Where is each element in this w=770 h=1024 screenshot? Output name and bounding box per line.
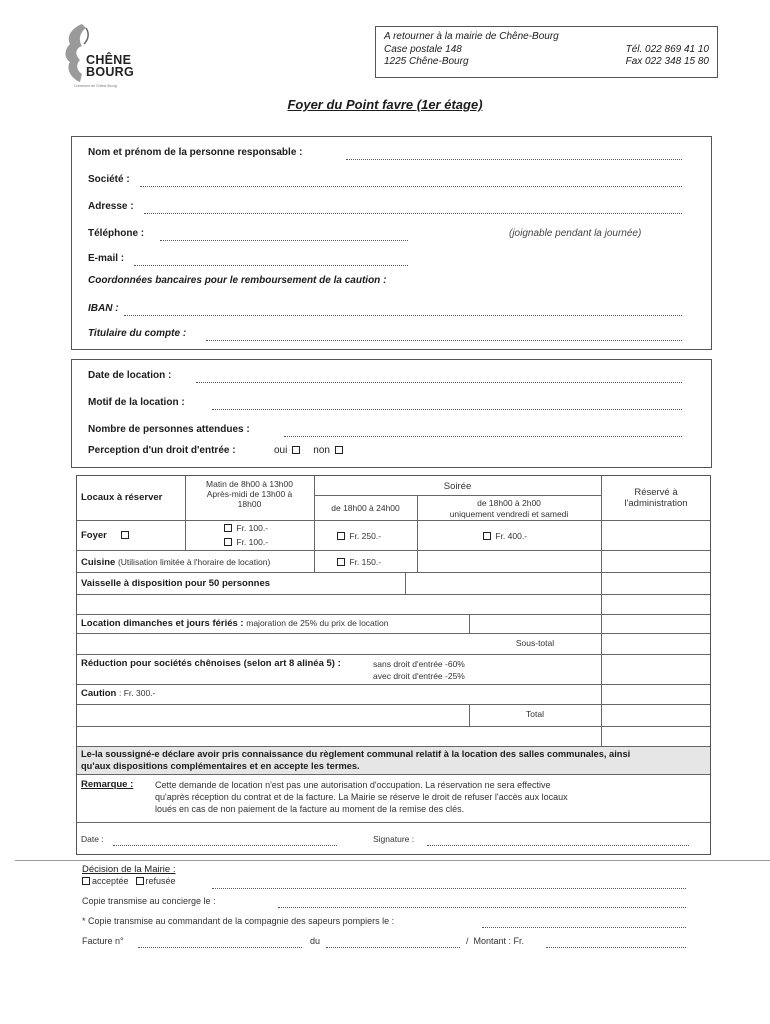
decision-field[interactable] (212, 888, 686, 889)
pricing-table (76, 475, 711, 855)
row-divider (77, 550, 710, 551)
col-divider (405, 572, 406, 594)
refused-checkbox[interactable] (136, 877, 144, 885)
firefighters-copy-label: * Copie transmise au commandant de la compagnie des sapeurs pompiers le : (82, 916, 395, 926)
address-field[interactable] (144, 213, 682, 214)
matin-option: Fr. 100.- (222, 523, 268, 533)
concierge-copy-label: Copie transmise au concierge le : (82, 896, 216, 906)
postal-city: 1225 Chêne-Bourg (384, 56, 469, 67)
admin-separator (15, 860, 770, 861)
row-divider (77, 726, 710, 727)
entry-fee-label: Perception d'un droit d'entrée : (88, 445, 236, 456)
bank-details-heading: Coordonnées bancaires pour le remboursement de la caution : (88, 275, 387, 286)
firefighters-copy-field[interactable] (482, 927, 686, 928)
non-checkbox[interactable] (335, 446, 343, 454)
oui-checkbox[interactable] (292, 446, 300, 454)
soir-2h-checkbox[interactable] (483, 532, 491, 540)
col-header-soir-24h: de 18h00 à 24h00 (331, 503, 400, 513)
declaration-text: Le-la soussigné-e déclare avoir pris connaissance du règlement communal relatif à la location des salles communales, ainsi qu'aux dispositions complémentaires et en accepte les termes. (81, 749, 631, 771)
return-address-box (375, 26, 718, 78)
chene-bourg-logo (60, 22, 146, 92)
row-divider (77, 822, 710, 823)
row-divider (77, 654, 710, 655)
row-divider (77, 704, 710, 705)
iban-label: IBAN : (88, 303, 119, 314)
row-divider (77, 746, 710, 747)
decision-title: Décision de la Mairie : (82, 864, 176, 875)
invoice-amount-field[interactable] (546, 947, 686, 948)
rental-purpose-label: Motif de la location : (88, 397, 185, 408)
apresmidi-checkbox[interactable] (224, 538, 232, 546)
vaisselle-label: Vaisselle à disposition pour 50 personnes (81, 578, 271, 589)
return-line: A retourner à la mairie de Chêne-Bourg (384, 31, 559, 42)
date-field[interactable] (113, 845, 337, 846)
telephone-field[interactable] (160, 240, 408, 241)
cuisine-row: Cuisine (Utilisation limitée à l'horaire de location) (81, 557, 271, 568)
header-divider (314, 495, 601, 496)
rental-date-field[interactable] (196, 382, 682, 383)
company-label: Société : (88, 174, 130, 185)
row-divider (77, 684, 710, 685)
total-label: Total (526, 709, 544, 719)
signature-label: Signature : (373, 834, 415, 844)
date-label: Date : (81, 834, 104, 844)
foyer-label: Foyer (81, 530, 107, 541)
rental-purpose-field[interactable] (212, 409, 682, 410)
row-divider (77, 774, 710, 775)
deposit-row: Caution : Fr. 300.- (81, 688, 156, 699)
logo-subtitle: Commune de Chêne-Bourg (74, 84, 117, 88)
decision-options: acceptée refusée (80, 876, 176, 886)
rental-date-label: Date de location : (88, 370, 172, 381)
col-divider (601, 476, 602, 746)
row-divider (77, 633, 710, 634)
invoice-date-label: du (310, 936, 321, 946)
soir-2h-option: Fr. 400.- (481, 531, 527, 541)
col-header-soiree: Soirée (443, 481, 472, 492)
invoice-number-field[interactable] (138, 947, 302, 948)
signature-field[interactable] (427, 845, 689, 846)
col-header-matin: Matin de 8h00 à 13h00 Après-midi de 13h00 à 18h00 (206, 479, 293, 509)
col-divider (469, 614, 470, 633)
row-divider (77, 594, 710, 595)
attendees-label: Nombre de personnes attendues : (88, 424, 250, 435)
row-divider (77, 572, 710, 573)
invoice-date-field[interactable] (326, 947, 460, 948)
reduction-label: Réduction pour sociétés chênoises (selon art 8 alinéa 5) : (81, 658, 341, 669)
sunday-surcharge: Location dimanches et jours fériés : majoration de 25% du prix de location (81, 618, 389, 629)
attendees-field[interactable] (284, 436, 682, 437)
account-holder-field[interactable] (206, 340, 682, 341)
fax-number: Fax 022 348 15 80 (625, 56, 709, 67)
row-divider (77, 614, 710, 615)
phone-number: Tél. 022 869 41 10 (625, 43, 709, 55)
soir-24h-option: Fr. 250.- (335, 531, 381, 541)
col-header-admin: Réservé à l'administration (624, 487, 688, 509)
apresmidi-option: Fr. 100.- (222, 537, 268, 547)
responsible-name-label: Nom et prénom de la personne responsable : (88, 147, 303, 158)
iban-field[interactable] (124, 315, 682, 316)
company-field[interactable] (140, 186, 682, 187)
telephone-label: Téléphone : (88, 228, 145, 239)
cuisine-option: Fr. 150.- (335, 557, 381, 567)
po-box: Case postale 148 (384, 43, 462, 55)
form-title: Foyer du Point favre (1er étage) (287, 97, 483, 112)
foyer-checkbox[interactable] (121, 531, 129, 539)
account-holder-label: Titulaire du compte : (88, 328, 187, 339)
entry-fee-options (274, 445, 345, 456)
email-label: E-mail : (88, 253, 125, 264)
telephone-note: (joignable pendant la journée) (509, 228, 642, 239)
remark-label: Remarque : (81, 779, 134, 790)
cuisine-checkbox[interactable] (337, 558, 345, 566)
accepted-checkbox[interactable] (82, 877, 90, 885)
applicant-section (71, 136, 712, 350)
invoice-number-label: Facture n° (82, 936, 124, 946)
soir-24h-checkbox[interactable] (337, 532, 345, 540)
rental-section (71, 359, 712, 468)
reduction-rates: sans droit d'entrée -60% avec droit d'entrée -25% (373, 659, 465, 681)
row-divider (77, 520, 710, 521)
email-field[interactable] (134, 265, 408, 266)
remark-text: Cette demande de location n'est pas une autorisation d'occupation. La réservation ne sera effective qu'après réception du contrat et de la facture. La Mairie se réserve le droit de refuser l'accès aux locaux loués en cas de non paiement de la facture au moment de la remise des clés. (155, 780, 568, 814)
address-label: Adresse : (88, 201, 134, 212)
responsible-name-field[interactable] (346, 159, 682, 160)
logo-wordmark: CHÊNE BOURG (86, 53, 135, 79)
oui-label: oui (274, 445, 288, 456)
invoice-amount-label: / Montant : Fr. (466, 936, 525, 946)
col-header-soir-2h: de 18h00 à 2h00 uniquement vendredi et samedi (449, 498, 569, 519)
non-label: non (313, 445, 330, 456)
matin-checkbox[interactable] (224, 524, 232, 532)
subtotal-label: Sous-total (515, 638, 555, 648)
concierge-copy-field[interactable] (278, 907, 686, 908)
col-header-locaux: Locaux à réserver (81, 492, 163, 503)
